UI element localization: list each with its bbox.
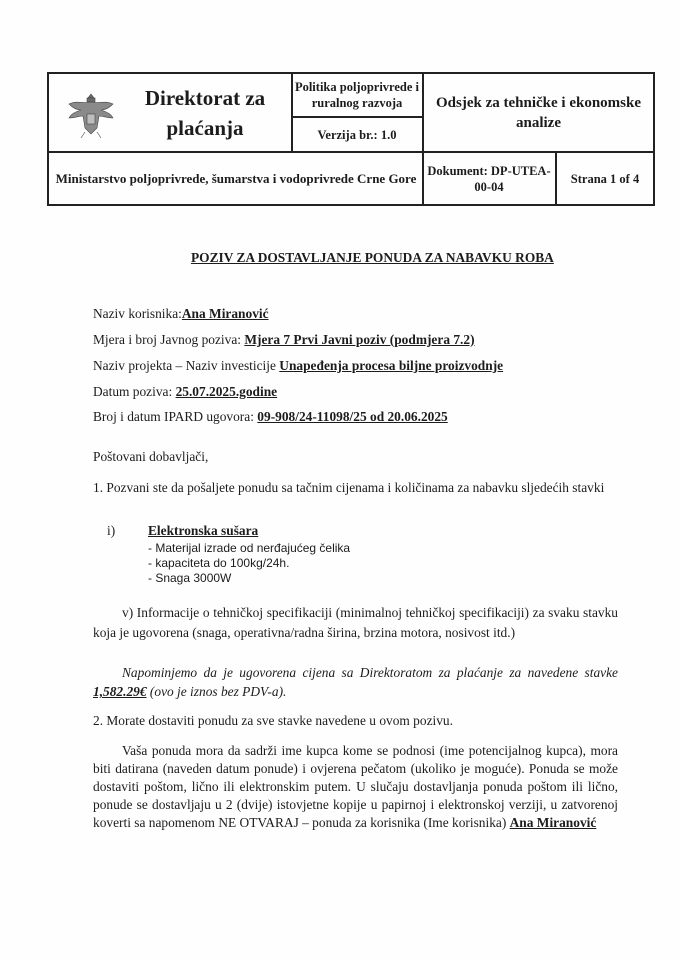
item-spec: - Snaga 3000W (148, 571, 232, 585)
paragraph-line: dostaviti poštom, lično ili elektronskim putem. U slučaju dostavljanja ponuda poštom ili lično, (93, 779, 618, 794)
item-name: Elektronska sušara (148, 523, 259, 538)
policy-title: Politika poljoprivrede i ruralnog razvoja (294, 80, 420, 110)
price-note-amount-line: 1,582.29€ (ovo je iznos bez PDV-a). (93, 684, 287, 699)
point-1: 1. Pozvani ste da pošaljete ponudu sa tačnim cijenama i količinama za nabavku sljedećih stavki (93, 480, 605, 495)
measure-value: Mjera 7 Prvi Javni poziv (podmjera 7.2) (244, 332, 475, 347)
item-spec: - Materijal izrade od nerđajućeg čelika (148, 541, 351, 555)
greeting: Poštovani dobavljači, (93, 449, 209, 464)
item-marker: i) (107, 523, 116, 538)
item-spec: - kapaciteta do 100kg/24h. (148, 556, 290, 570)
coat-of-arms-icon (63, 88, 119, 142)
contract-line: Broj i datum IPARD ugovora: 09-908/24-11098/25 od 20.06.2025 (93, 409, 448, 424)
spec-info-line: koja je ugovorena (snaga, operativna/radna širina, brzina motora, nosivost itd.) (93, 625, 516, 640)
department-title: Odsjek za tehničke i ekonomske analize (435, 94, 641, 131)
document-code: Dokument: DP-UTEA-00-04 (427, 163, 551, 194)
measure-line: Mjera i broj Javnog poziva: Mjera 7 Prvi Javni poziv (podmjera 7.2) (93, 332, 475, 347)
date-line: Datum poziva: 25.07.2025.godine (93, 384, 278, 399)
ministry-name: Ministarstvo poljoprivrede, šumarstva i vodoprivrede Crne Gore (55, 170, 417, 186)
page-number: Strana 1 of 4 (570, 171, 640, 186)
contract-value: 09-908/24-11098/25 od 20.06.2025 (257, 409, 448, 424)
page-title: POZIV ZA DOSTAVLJANJE PONUDA ZA NABAVKU ROBA (191, 250, 554, 265)
version-label: Verzija br.: 1.0 (317, 127, 397, 142)
spec-info-line: v) Informacije o tehničkoj specifikaciji (minimalnoj tehničkoj specifikaciji) za svaku stavku (122, 605, 618, 620)
recipient-name: Ana Miranović (509, 815, 597, 830)
point-2: 2. Morate dostaviti ponudu za sve stavke navedene u ovom pozivu. (93, 713, 453, 728)
paragraph-line: biti datirana (naveden datum ponude) i ovjerena pečatom (ukoliko je moguće). Ponuda se može (93, 761, 618, 776)
user-line: Naziv korisnika:Ana Miranović (93, 306, 269, 321)
user-name: Ana Miranović (181, 306, 269, 321)
paragraph-line: Vaša ponuda mora da sadrži ime kupca kome se podnosi (ime potencijalnog kupca), mora (122, 743, 618, 758)
price-note: Napominjemo da je ugovorena cijena sa Direktoratom za plaćanje za navedene stavke (122, 665, 618, 680)
date-value: 25.07.2025.godine (175, 384, 278, 399)
project-value: Unapeđenja procesa biljne proizvodnje (279, 358, 504, 373)
price-amount: 1,582.29€ (93, 684, 147, 699)
paragraph-line: ponude se dostavljaju u 2 (dvije) istovjetne kopije u papirnoj i elektronskoj verziji, u zatvorenoj (93, 797, 618, 812)
directorate-title: Direktorat za plaćanja (144, 85, 266, 140)
document-header (47, 72, 655, 206)
paragraph-line: koverti sa napomenom NE OTVARAJ – ponuda za korisnika (Ime korisnika) Ana Miranović (93, 815, 597, 830)
project-line: Naziv projekta – Naziv investicije Unapeđenja procesa biljne proizvodnje (93, 358, 504, 373)
